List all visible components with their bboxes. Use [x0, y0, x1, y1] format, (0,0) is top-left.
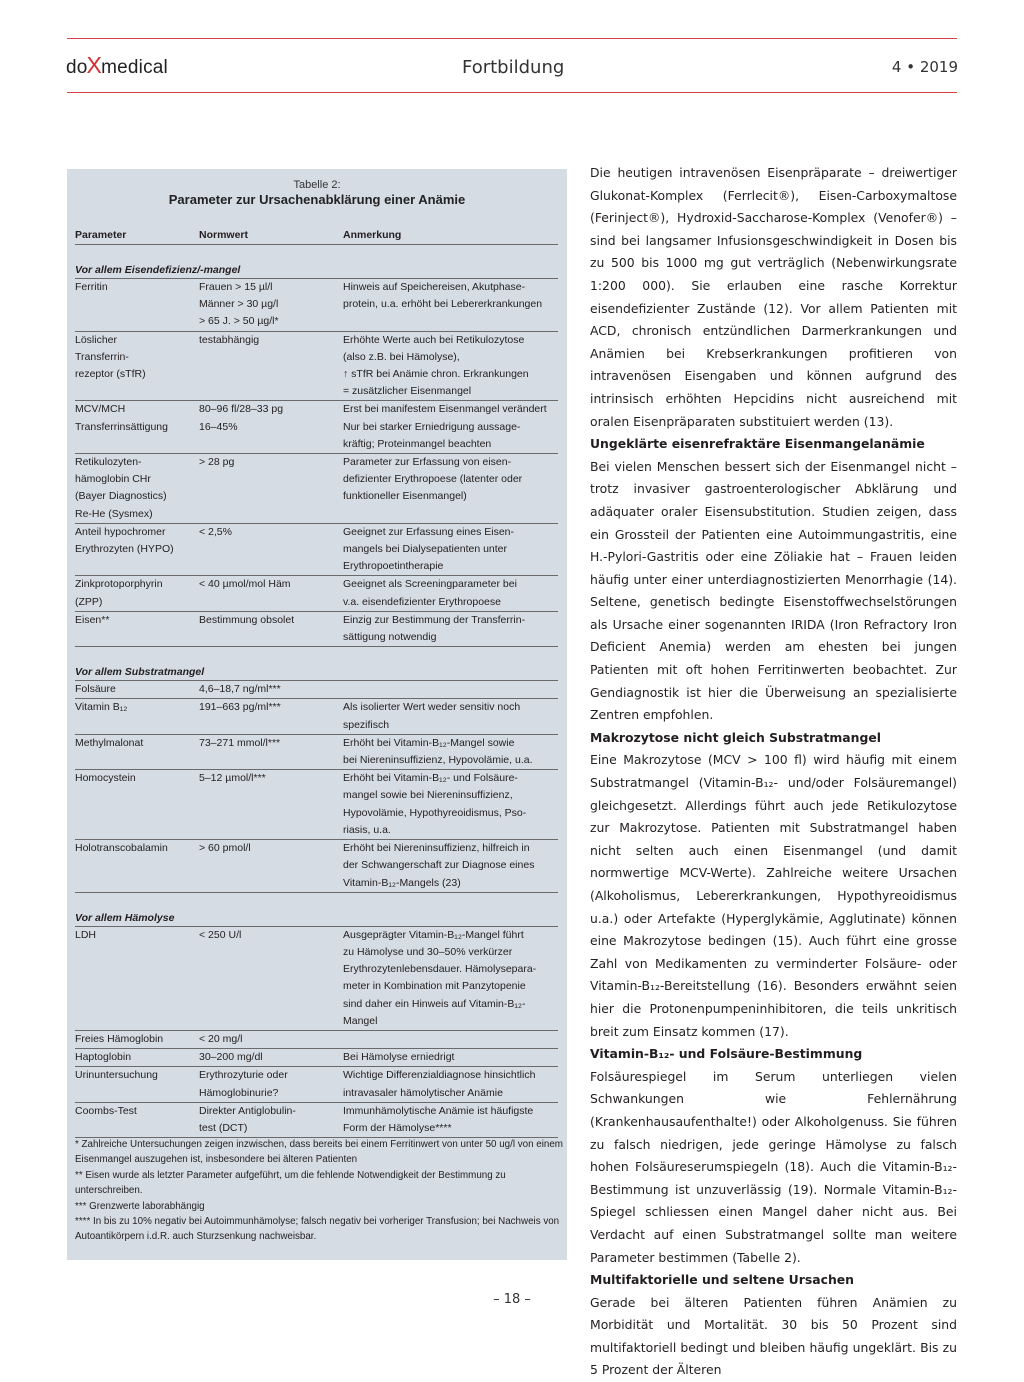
doxmedical-logo — [66, 52, 168, 79]
cell-normwert: > 60 pmol/l — [199, 842, 251, 855]
cell-parameter: Folsäure — [75, 683, 116, 696]
article-paragraph: Die heutigen intravenösen Eisenpräparate – dreiwertiger Glukonat-Komplex (Ferrlecit®), Eisen-Carboxymaltose (Ferinject®), Hydroxid-Saccharose-Komplex (Venofer®) – sind bei langsamer Infusionsgeschwindigkeit in Dosen bis zu 500 bis 1000 mg gut verträglich (Nebenwirkungsrate 1:200 000). Sie erlauben eine rasche Korrektur eisendefizienter Zustände (12). Vor allem Patienten mit ACD, chronisch entzündlichen Darmerkrankungen und Anämien bei Krebserkrankungen profitieren von intravenösen Eisengaben und können aufgrund des intrinsisch erhöhten Hepcidins nicht ausreichend mit oralen Eisenpräparaten substituiert werden (13). — [590, 165, 957, 429]
table-footnote: * Zahlreiche Untersuchungen zeigen inzwischen, dass bereits bei einem Ferritinwert von unter 50 ug/l von einem Eisenmangel auszugehen ist, insbesondere bei älteren Patienten — [75, 1139, 563, 1166]
cell-anmerkung: Ausgeprägter Vitamin-B₁₂-Mangel führt zu Hämolyse und 30–50% verkürzer Erythrozytenlebensdauer. Hämolysepara- meter in Kombination mit Panzytopenie sind daher ein Hinweis auf Vitamin-B₁₂- Mangel — [343, 928, 537, 1027]
cell-anmerkung: Erhöht bei Niereninsuffizienz, hilfreich in der Schwangerschaft zur Diagnose eines Vitamin-B₁₂-Mangels (23) — [343, 842, 535, 889]
article-subheading: Vitamin-B₁₂- und Folsäure-Bestimmung — [590, 1046, 863, 1062]
table-row — [75, 279, 558, 332]
cell-anmerkung: Parameter zur Erfassung von eisen- defizienter Erythropoese (latenter oder funktioneller Eisenmangel) — [343, 456, 523, 503]
table-row — [75, 681, 558, 699]
section-title: Fortbildung — [462, 57, 565, 78]
cell-parameter: Zinkprotoporphyrin (ZPP) — [75, 578, 163, 608]
table-footnote: *** Grenzwerte laborabhängig — [75, 1200, 205, 1212]
cell-anmerkung: Erhöht bei Vitamin-B₁₂-Mangel sowie bei Niereninsuffizienz, Hypovolämie, u.a. — [343, 736, 533, 767]
cell-normwert: 73–271 mmol/l*** — [199, 736, 281, 749]
cell-anmerkung: Erst bei manifestem Eisenmangel verändert Nur bei starker Erniedrigung aussage- kräftig; Proteinmangel beachten — [343, 403, 547, 450]
table-group-label: Vor allem Substratmangel — [75, 664, 558, 681]
cell-normwert: < 20 mg/l — [199, 1032, 243, 1045]
table-row — [75, 770, 558, 840]
logo-x: X — [86, 52, 103, 78]
cell-anmerkung — [343, 1031, 558, 1048]
cell-parameter: Ferritin — [75, 281, 108, 293]
article-paragraph: Bei vielen Menschen bessert sich der Eisenmangel nicht – trotz invasiver gastroenterologischer Abklärung und adäquater oraler Eisensubstitution. Studien zeigen, dass ein Grossteil der Patienten eine Autoimmungastritis, eine H.-Pylori-Gastritis oder eine Zöliakie hat – Frauen leiden häufig unter einer unterdiagnostizierten Menorrhagie (14). Seltene, genetisch bedingte Eisenstoffwechselstörungen als Ursache einer sogenannten IRIDA (Iron Refractory Iron Deficient Anemia) werden am ehesten bei jungen Patienten mit oft hohen Ferritinwerten beobachtet. Zur Gendiagnostik ist hier die Überweisung an spezialisierte Zentren empfohlen. — [590, 458, 957, 723]
header-rule-top — [67, 38, 957, 39]
cell-parameter: Freies Hämoglobin — [75, 1032, 164, 1045]
table-row — [75, 524, 558, 577]
article-subheading: Multifaktorielle und seltene Ursachen — [590, 1272, 854, 1288]
cell-normwert: Direkter Antiglobulin- test (DCT) — [199, 1104, 296, 1134]
cell-anmerkung: Einzig zur Bestimmung der Transferrin- sättigung notwendig — [343, 613, 526, 644]
table-row — [75, 1067, 558, 1102]
table-row — [75, 1049, 558, 1067]
article-subheading: Makrozytose nicht gleich Substratmangel — [590, 729, 882, 745]
header-rule-bottom — [67, 92, 957, 93]
cell-normwert: 4,6–18,7 ng/ml*** — [199, 683, 281, 696]
cell-anmerkung: Als isolierter Wert weder sensitiv noch spezifisch — [343, 701, 521, 731]
table-row — [75, 927, 558, 1031]
table-row — [75, 1103, 558, 1138]
cell-normwert: > 28 pg — [199, 456, 235, 469]
column-header-parameter: Parameter — [75, 229, 127, 241]
table-footnote: ** Eisen wurde als letzter Parameter aufgeführt, um die fehlende Notwendigkeit der Bestimmung zu unterschreiben. — [75, 1169, 506, 1197]
table-row — [75, 735, 558, 770]
page-number: – 18 – — [493, 1292, 531, 1307]
table-footnotes — [75, 1137, 563, 1245]
table-row — [75, 332, 558, 402]
cell-parameter: LDH — [75, 928, 97, 941]
table-row — [75, 1031, 558, 1049]
cell-anmerkung: Hinweis auf Speichereisen, Akutphase- protein, u.a. erhöht bei Lebererkrankungen — [343, 281, 543, 311]
cell-anmerkung: Geeignet zur Erfassung eines Eisen- mangels bei Dialysepatienten unter Erythropoetintherapie — [343, 525, 515, 573]
cell-normwert: < 2,5% — [199, 525, 232, 538]
cell-normwert: 80–96 fl/28–33 pg 16–45% — [199, 403, 284, 433]
table-footnote: **** In bis zu 10% negativ bei Autoimmunhämolyse; falsch negativ bei vorheriger Transfusion; bei Nachweis von Autoantikörpern i.d.R. auch Sturzsenkung nachweisbar. — [75, 1216, 560, 1243]
article-text — [590, 162, 957, 1382]
article-subheading: Ungeklärte eisenrefraktäre Eisenmangelanämie — [590, 436, 925, 452]
cell-normwert: < 250 U/l — [199, 928, 242, 941]
cell-normwert: 30–200 mg/dl — [199, 1051, 263, 1064]
table-row — [75, 699, 558, 734]
cell-parameter: Holotranscobalamin — [75, 842, 168, 855]
table-row — [75, 576, 558, 611]
table-title: Parameter zur Ursachenabklärung einer Anämie — [168, 192, 466, 207]
cell-anmerkung: Immunhämolytische Anämie ist häufigste Form der Hämolyse**** — [343, 1104, 534, 1134]
cell-parameter: Vitamin B₁₂ — [75, 701, 128, 714]
table-row — [75, 401, 558, 454]
cell-anmerkung: Wichtige Differenzialdiagnose hinsichtlich intravasaler hämolytischer Anämie — [343, 1069, 536, 1099]
cell-normwert: 191–663 pg/ml*** — [199, 701, 281, 714]
logo-prefix: do — [66, 57, 88, 78]
column-header-normwert: Normwert — [199, 229, 249, 241]
cell-parameter: Coombs-Test — [75, 1104, 137, 1117]
table-row — [75, 612, 558, 647]
cell-parameter: Urinuntersuchung — [75, 1069, 158, 1082]
article-paragraph: Eine Makrozytose (MCV > 100 fl) wird häufig mit einem Substratmangel (Vitamin-B₁₂- und/oder Folsäuremangel) gleichgesetzt. Allerdings führt auch jede Retikulozytose zur Makrozytose. Patienten mit Substratmangel haben nicht selten auch einen Eisenmangel (und damit normwertige MCV-Werte). Zahlreiche weitere Ursachen (Alkoholismus, Lebererkrankungen, Hypothyreoidismus u.a.) oder Artefakte (Hyperglykämie, Agglutinate) können eine Makrozytose bedingen (15). Auch führt eine grosse Zahl von Medikamenten zu verminderter Folsäure- oder Vitamin-B₁₂-Bereitstellung (16). Besonders erwähnt seien hier die Protonenpumpeninhibitoren, die teils unkritisch breit zum Einsatz kommen (17). — [590, 752, 957, 1039]
cell-parameter: Haptoglobin — [75, 1051, 132, 1064]
cell-parameter: Methylmalonat — [75, 736, 144, 749]
cell-normwert: testabhängig — [199, 333, 260, 346]
table-grid — [75, 224, 558, 1138]
cell-parameter: Eisen** — [75, 613, 110, 626]
table-header-row — [75, 224, 558, 245]
cell-anmerkung: Geeignet als Screeningparameter bei v.a. eisendefizienter Erythropoese — [343, 578, 517, 608]
cell-anmerkung — [343, 681, 558, 698]
cell-normwert: Erythrozyturie oder Hämoglobinurie? — [199, 1069, 288, 1099]
cell-parameter: MCV/MCH Transferrinsättigung — [75, 403, 168, 433]
cell-normwert: 5–12 µmol/l*** — [199, 772, 266, 785]
table-group-label: Vor allem Hämolyse — [75, 910, 558, 927]
table-caption: Tabelle 2: — [293, 179, 341, 191]
cell-normwert: Frauen > 15 µl/l Männer > 30 µg/l > 65 J. > 50 µg/l* — [199, 281, 279, 328]
table-row — [75, 454, 558, 524]
article-paragraph: Gerade bei älteren Patienten führen Anämien zu Morbidität und Mortalität. 30 bis 50 Prozent sind multifaktoriell bedingt und bleiben häufig ungeklärt. Bis zu 5 Prozent der Älteren — [590, 1294, 957, 1378]
cell-parameter: Anteil hypochromer Erythrozyten (HYPO) — [75, 525, 174, 556]
table-row — [75, 840, 558, 893]
cell-parameter: Löslicher Transferrin- rezeptor (sTfR) — [75, 333, 146, 381]
cell-parameter: Retikulozyten- hämoglobin CHr (Bayer Diagnostics) Re-He (Sysmex) — [75, 456, 167, 520]
issue-number: 4 • 2019 — [891, 58, 958, 76]
cell-anmerkung: Erhöht bei Vitamin-B₁₂- und Folsäure- mangel sowie bei Niereninsuffizienz, Hypovolämie, Hypothyreoidismus, Pso- riasis, u.a. — [343, 772, 527, 836]
column-header-anmerkung: Anmerkung — [343, 229, 402, 241]
cell-anmerkung: Erhöhte Werte auch bei Retikulozytose (also z.B. bei Hämolyse), ↑ sTfR bei Anämie chron. Erkrankungen = zusätzlicher Eisenmangel — [343, 333, 529, 398]
article-paragraph: Folsäurespiegel im Serum unterliegen vielen Schwankungen wie Fehlernährung (Krankenhausaufenthalte!) oder Alkoholgenuss. Sie führen zu falsch niedrigen, jede geringe Hämolyse zu falsch hohen Folsäureserumspiegeln (18). Auch die Vitamin-B₁₂-Bestimmung ist unzuverlässig (19). Normale Vitamin-B₁₂-Spiegel schliessen einen Mangel daher nicht aus. Bei Verdacht auf einen Substratmangel sollte man weitere Parameter bestimmen (Tabelle 2). — [590, 1068, 957, 1265]
logo-suffix: medical — [101, 57, 168, 78]
cell-anmerkung: Bei Hämolyse erniedrigt — [343, 1051, 455, 1064]
table-box — [67, 169, 567, 1260]
cell-normwert: Bestimmung obsolet — [199, 613, 295, 626]
cell-normwert: < 40 µmol/mol Häm — [199, 578, 291, 591]
table-group-label: Vor allem Eisendefizienz/-mangel — [75, 262, 558, 279]
cell-parameter: Homocystein — [75, 772, 136, 785]
